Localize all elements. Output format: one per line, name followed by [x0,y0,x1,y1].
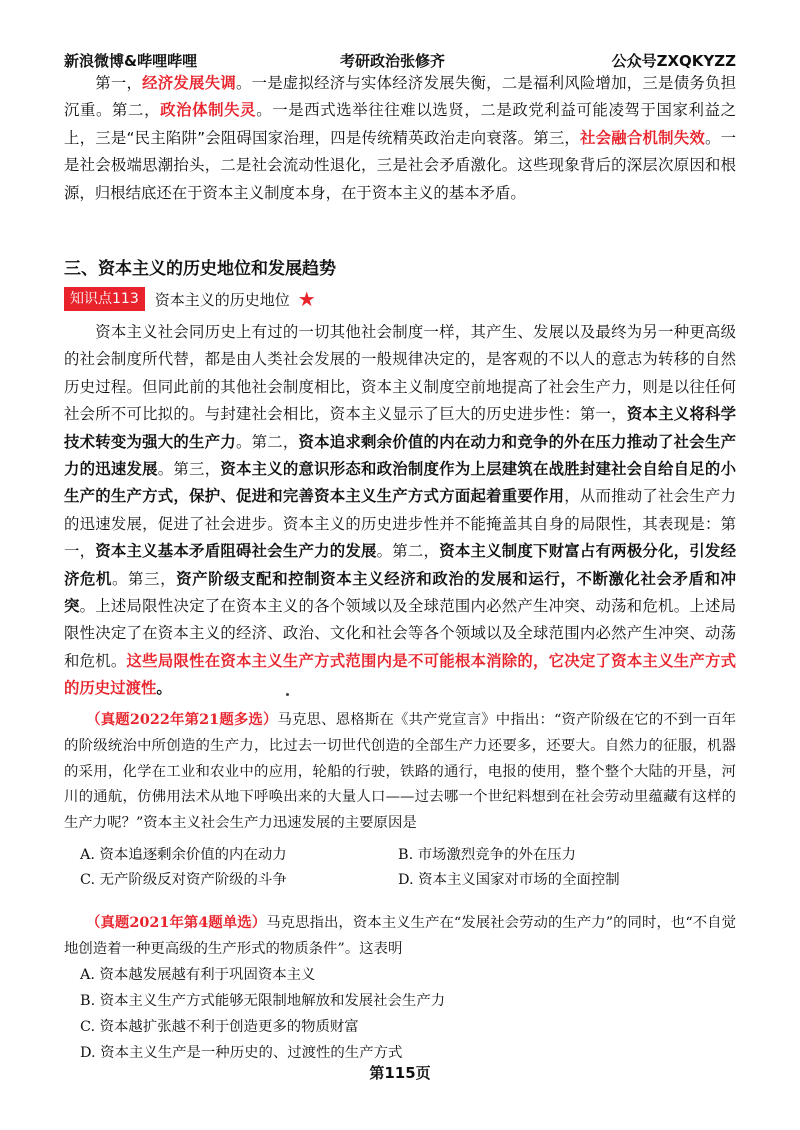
knowledge-point-title: 资本主义的历史地位 [154,290,290,309]
speck [286,693,289,696]
question-2-option-c: C. 资本越扩张越不利于创造更多的物质财富 [80,1019,359,1035]
intro-highlight-3: 社会融合机制失效 [580,128,705,147]
main-bold-5: 资本主义制度下财富占有两极分化，引发经济危机 [64,542,736,588]
main-text-8: 。 [156,679,172,698]
question-1-option-c: C. 无产阶级反对资产阶级的斗争 [80,872,287,888]
intro-highlight-2: 政治体制失灵 [160,101,257,120]
main-highlight-1: 这些局限性在资本主义生产方式范围内是不可能根本消除的，它决定了资本主义生产方式的历史过渡性 [64,651,736,698]
question-2-tag: （真题2021年第4题单选） [86,914,267,931]
header-right: 公众号ZXQKYZZ [611,52,736,70]
question-1-tag: （真题2022年第21题多选） [86,711,278,728]
question-2-option-d: D. 资本主义生产是一种历史的、过渡性的生产方式 [80,1045,403,1061]
main-bold-6: 资产阶级支配和控制资本主义经济和政治的发展和运行，不断激化社会矛盾和冲突 [64,569,736,616]
star-icon: ★ [297,287,316,311]
main-bold-2: 资本追求剩余价值的内在动力和竞争的外在压力推动了社会生产力的迅速发展 [64,432,736,479]
intro-text-3: 。一是西式选举往往难以选贤，二是政党利益可能凌驾于国家利益之上，三是“民主陷阱”会阻碍国家治理，四是传统精英政治走向衰落。第三， [64,101,736,147]
question-1-text: 马克思、恩格斯在《共产党宣言》中指出：“资产阶级在它的不到一百年的阶级统治中所创造的生产力，比过去一切世代创造的全部生产力还要多，还要大。自然力的征服，机器的采用，化学在工业和农业中的应用，轮船的行驶，铁路的通行，电报的使用，整个整个大陆的开垦，河川的通航，仿佛用法术从地下呼唤出来的大量人口——过去哪一个世纪料想到在社会劳动里蕴藏有这样的生产力呢？”资本主义社会生产力迅速发展的主要原因是 [64,712,736,832]
question-2-text: 马克思指出，资本主义生产在“发展社会劳动的生产力”的同时，也“不自觉地创造着一种更高级的生产形式的物质条件”。这表明 [64,915,736,957]
question-2-option-b: B. 资本主义生产方式能够无限制地解放和发展社会生产力 [80,993,446,1009]
question-1-stem [64,707,736,837]
header-left: 新浪微博&哔哩哔哩 [64,52,198,70]
main-paragraph [64,319,736,703]
main-text-7: 。上述局限性决定了在资本主义的各个领域以及全球范围内必然产生冲突、动荡和危机。上述局限性决定了在资本主义的经济、政治、文化和社会等各个领域以及全球范围内必然产生冲突、动荡和危机。 [64,597,736,670]
main-text-1: 资本主义社会同历史上有过的一切其他社会制度一样，其产生、发展以及最终为另一种更高级的社会制度所代替，都是由人类社会发展的一般规律决定的，是客观的不以人的意志为转移的自然历史过程。但同此前的其他社会制度相比，资本主义制度空前地提高了社会生产力，则是以往任何社会所不可比拟的。与封建社会相比，资本主义显示了巨大的历史进步性：第一， [64,323,736,424]
question-2-stem [64,910,736,963]
main-bold-3: 资本主义的意识形态和政治制度作为上层建筑在战胜封建社会自给自足的小生产的生产方式，保护、促进和完善资本主义生产方式方面起着重要作用 [64,460,736,506]
intro-text-1: 第一， [95,74,143,92]
question-2-option-a: A. 资本越发展越有利于巩固资本主义 [80,967,316,983]
main-text-2: 。第二， [235,432,299,451]
intro-text-2: 。一是虚拟经济与实体经济发展失衡，二是福利风险增加，三是债务负担沉重。第二， [64,74,736,120]
main-text-5: 。第二， [376,542,440,561]
main-text-4: ，从而推动了社会生产力的迅速发展，促进了社会进步。资本主义的历史进步性并不能掩盖其自身的局限性，其表现是：第一， [64,487,736,561]
main-bold-1: 资本主义将科学技术转变为强大的生产力 [64,405,736,451]
question-1-option-d: D. 资本主义国家对市场的全面控制 [398,872,620,888]
knowledge-point-badge: 知识点113 [64,287,145,311]
knowledge-point-row [64,286,316,312]
page-header [64,50,736,72]
question-1-option-b: B. 市场激烈竞争的外在压力 [398,847,577,863]
intro-highlight-1: 经济发展失调 [142,74,236,92]
question-1-option-a: A. 资本追逐剩余价值的内在动力 [80,847,287,863]
main-text-6: 。第三， [112,569,177,588]
header-center: 考研政治张修齐 [340,52,446,70]
main-bold-4: 资本主义基本矛盾阻碍社会生产力的发展 [95,542,377,561]
section-title: 三、资本主义的历史地位和发展趋势 [64,259,336,279]
main-text-3: 。第三， [157,460,221,479]
intro-text-4: 。一是社会极端思潮抬头，二是社会流动性退化，三是社会矛盾激化。这些现象背后的深层次原因和根源，归根结底还在于资本主义制度本身，在于资本主义的基本矛盾。 [64,128,736,202]
page-number: 第115页 [369,1064,431,1082]
intro-paragraph [64,70,736,207]
